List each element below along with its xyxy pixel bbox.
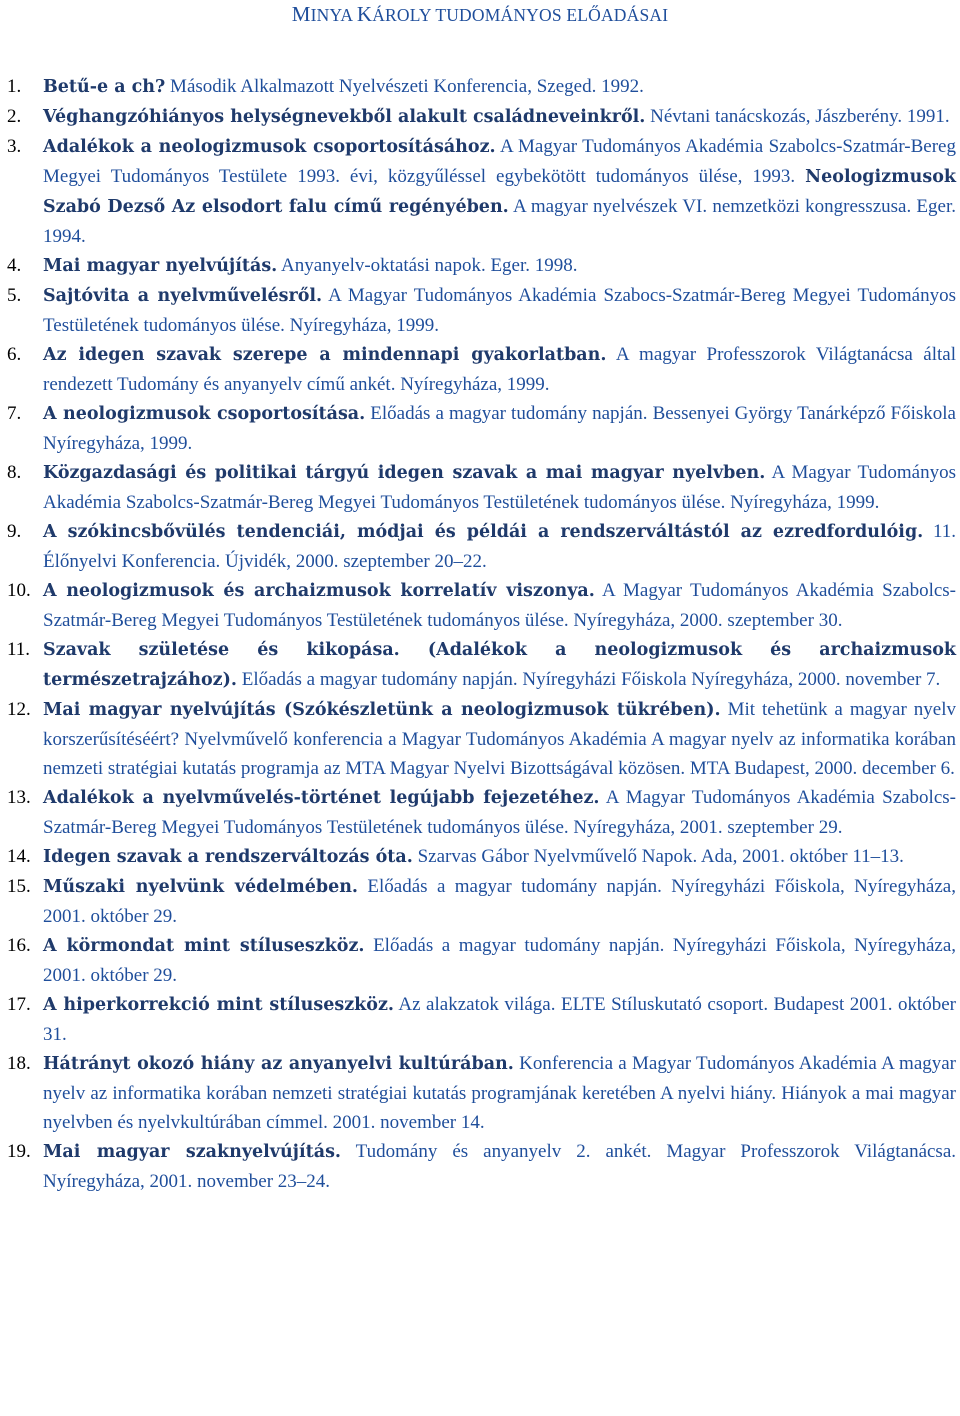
item-details: A magyar Professzorok Világtanácsa által rendezett Tudomány és anyanyelv című ankét. Nyíregyháza, 1999.: [43, 344, 956, 395]
list-item: [0, 132, 960, 251]
item-number: 8.: [7, 462, 22, 483]
title-part-1: INYA: [310, 5, 357, 25]
item-details: Az alakzatok világa. ELTE Stíluskutató csoport. Budapest 2001. október 31.: [43, 994, 956, 1045]
item-number: 19.: [7, 1141, 31, 1162]
item-number: 2.: [7, 106, 22, 127]
item-title: Idegen szavak a rendszerváltozás óta.: [43, 847, 413, 867]
item-text: [43, 281, 956, 340]
item-text: [43, 1049, 956, 1137]
list-item: [0, 1137, 960, 1196]
item-number: 14.: [7, 846, 31, 867]
item-title: A szókincsbővülés tendenciái, módjai és példái a rendszerváltástól az ezredfordulóig.: [43, 522, 924, 542]
item-number: 1.: [7, 76, 22, 97]
item-title: A hiperkorrekció mint stíluseszköz.: [43, 995, 394, 1015]
item-text: [43, 695, 956, 783]
title-initial-1: M: [291, 2, 311, 26]
item-title: A neologizmusok csoportosítása.: [43, 404, 366, 424]
item-number: 11.: [7, 639, 31, 660]
item-title: Szavak születése és kikopása. (Adalékok a neologizmusok és archaizmusok természetrajzához).: [43, 640, 956, 690]
item-number: 5.: [7, 285, 22, 306]
item-details: A Magyar Tudományos Akadémia Szabolcs-Szatmár-Bereg Megyei Tudományos Testületének tudományos ülése. Nyíregyháza, 1999.: [43, 462, 956, 513]
item-title: Mai magyar nyelvújítás.: [43, 256, 278, 276]
item-number: 15.: [7, 876, 31, 897]
item-title: Sajtóvita a nyelvművelésről.: [43, 286, 323, 306]
item-details: A Magyar Tudományos Akadémia Szabolcs-Szatmár-Bereg Megyei Tudományos Testületének tudományos ülése. Nyíregyháza, 2001. szeptember 29.: [43, 787, 956, 838]
item-details: Előadás a magyar tudomány napján. Nyíregyházi Főiskola, Nyíregyháza, 2001. október 29.: [43, 935, 956, 986]
page-title: [0, 2, 960, 27]
item-text: [43, 102, 956, 132]
list-item: [0, 281, 960, 340]
item-number: 12.: [7, 699, 31, 720]
title-initial-2: K: [356, 2, 373, 26]
item-number: 17.: [7, 994, 31, 1015]
item-details: Előadás a magyar tudomány napján. Nyíregyházi Főiskola, Nyíregyháza, 2001. október 29.: [43, 876, 956, 927]
item-details: Szarvas Gábor Nyelvművelő Napok. Ada, 2001. október 11–13.: [412, 846, 904, 867]
item-number: 4.: [7, 255, 22, 276]
list-item: [0, 72, 960, 102]
item-details: Második Alkalmazott Nyelvészeti Konferencia, Szeged. 1992.: [165, 76, 644, 97]
list-item: [0, 399, 960, 458]
list-item: [0, 1049, 960, 1137]
item-title: Az idegen szavak szerepe a mindennapi gyakorlatban.: [43, 345, 607, 365]
item-number: 7.: [7, 403, 22, 424]
item-text: [43, 399, 956, 458]
item-title: Adalékok a neologizmusok csoportosításához.: [43, 137, 496, 157]
item-text: [43, 990, 956, 1049]
list-item: [0, 576, 960, 635]
list-item: [0, 458, 960, 517]
item-details: A Magyar Tudományos Akadémia Szabocs-Szatmár-Bereg Megyei Tudományos Testületének tudományos ülése. Nyíregyháza, 1999.: [43, 285, 956, 336]
item-details: 11. Élőnyelvi Konferencia. Újvidék, 2000. szeptember 20–22.: [43, 521, 957, 572]
list-item: [0, 931, 960, 990]
item-details: Előadás a magyar tudomány napján. Bessenyei György Tanárképző Főiskola Nyíregyháza, 1999.: [43, 403, 956, 454]
item-text: [43, 872, 956, 931]
list-item: [0, 635, 960, 695]
item-text: [43, 842, 956, 872]
item-title: Mai magyar nyelvújítás (Szókészletünk a neologizmusok tükrében).: [43, 700, 721, 720]
item-details: Névtani tanácskozás, Jászberény. 1991.: [645, 106, 950, 127]
item-details: Konferencia a Magyar Tudományos Akadémia A magyar nyelv az informatika korában nemzeti stratégiai kutatás programjának keretében A nyelvi hiány. Hiányok a mai magyar nyelvben és nyelvkultúrában címmel. 2001. november 14.: [43, 1053, 957, 1133]
lecture-list: [0, 72, 960, 1196]
item-text: [43, 576, 956, 635]
item-title: A neologizmusok és archaizmusok korrelatív viszonya.: [43, 581, 595, 601]
list-item: [0, 872, 960, 931]
item-number: 18.: [7, 1053, 31, 1074]
list-item: [0, 340, 960, 399]
item-title-secondary: Neologizmusok Szabó Dezső Az elsodort falu című regényében.: [43, 167, 956, 217]
item-title: A körmondat mint stíluseszköz.: [43, 936, 365, 956]
item-title: Betű-e a ch?: [43, 77, 166, 97]
item-title: Adalékok a nyelvművelés-történet legújabb fejezetéhez.: [43, 788, 600, 808]
item-text: [43, 72, 956, 102]
item-number: 3.: [7, 136, 22, 157]
item-number: 10.: [7, 580, 31, 601]
item-text: [43, 340, 956, 399]
item-text: [43, 251, 956, 281]
item-details: Anyanyelv-oktatási napok. Eger. 1998.: [277, 255, 578, 276]
item-title: Véghangzóhiányos helységnevekből alakult családneveinkről.: [43, 107, 646, 127]
item-title: Műszaki nyelvünk védelmében.: [43, 877, 359, 897]
item-number: 13.: [7, 787, 31, 808]
list-item: [0, 695, 960, 783]
item-details: A Magyar Tudományos Akadémia Szabolcs-Szatmár-Bereg Megyei Tudományos Testületének tudományos ülése. Nyíregyháza, 2000. szeptember 30.: [43, 580, 957, 631]
item-number: 6.: [7, 344, 22, 365]
item-details: Előadás a magyar tudomány napján. Nyíregyházi Főiskola Nyíregyháza, 2000. november 7.: [236, 669, 941, 690]
list-item: [0, 783, 960, 842]
item-text: [43, 517, 956, 576]
list-item: [0, 990, 960, 1049]
item-details: Tudomány és anyanyelv 2. ankét. Magyar Professzorok Világtanácsa. Nyíregyháza, 2001. november 23–24.: [43, 1141, 957, 1192]
item-title: Hátrányt okozó hiány az anyanyelvi kultúrában.: [43, 1054, 514, 1074]
item-text: [43, 635, 956, 695]
list-item: [0, 102, 960, 132]
item-details: Mit tehetünk a magyar nyelv korszerűsítéséért? Nyelvművelő konferencia a Magyar Tudományos Akadémia A magyar nyelv az informatika korában nemzeti stratégiai kutatás programja az MTA Magyar Nyelvi Bizottságával közösen. MTA Budapest, 2000. december 6.: [43, 699, 956, 779]
item-text: [43, 1137, 956, 1196]
item-title: Közgazdasági és politikai tárgyú idegen szavak a mai magyar nyelvben.: [43, 463, 766, 483]
item-text: [43, 783, 956, 842]
item-text: [43, 931, 956, 990]
item-text: [43, 132, 956, 251]
title-part-2: ÁROLY TUDOMÁNYOS ELŐADÁSAI: [372, 5, 669, 25]
item-details: A Magyar Tudományos Akadémia Szabolcs-Szatmár-Bereg Megyei Tudományos Testülete 1993. évi, közgyűléssel egybekötött tudományos ülése, 1993.: [43, 136, 956, 187]
list-item: [0, 842, 960, 872]
item-number: 9.: [7, 521, 22, 542]
item-title: Mai magyar szaknyelvújítás.: [43, 1142, 342, 1162]
item-number: 16.: [7, 935, 31, 956]
item-details-secondary: A magyar nyelvészek VI. nemzetközi kongresszusa. Eger. 1994.: [43, 196, 956, 247]
item-text: [43, 458, 956, 517]
list-item: [0, 517, 960, 576]
list-item: [0, 251, 960, 281]
